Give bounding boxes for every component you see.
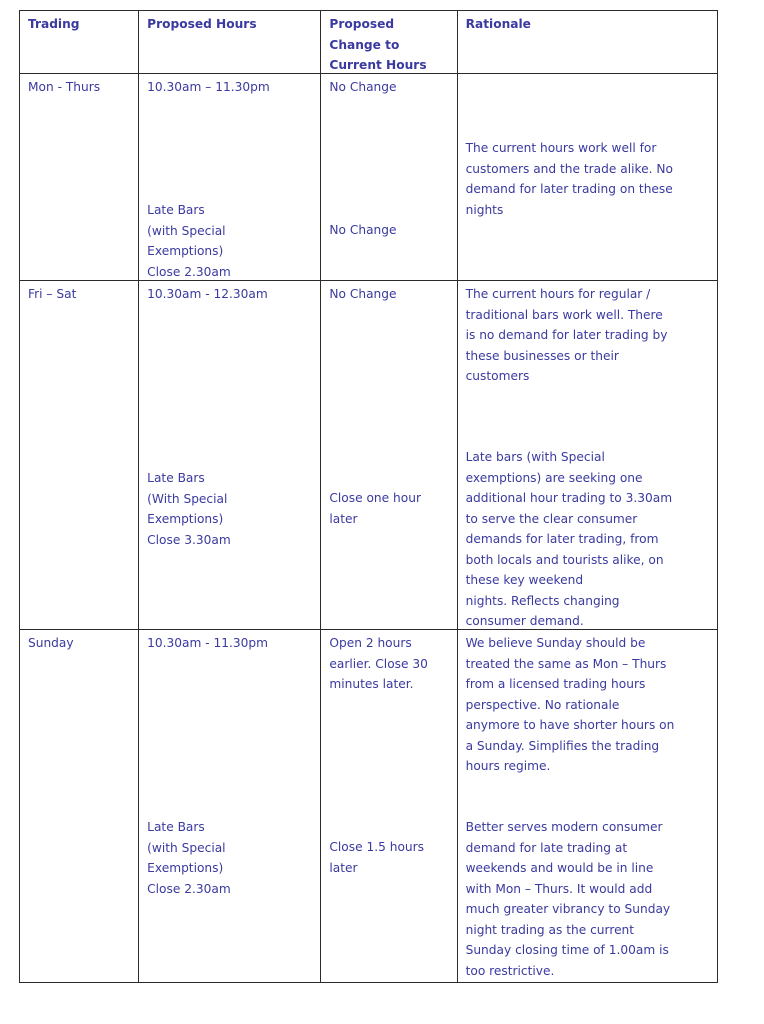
rationale-regular: The current hours work well for customers and the trade alike. No demand for later trading on these nights	[465, 141, 673, 217]
header-proposed-change-text: Proposed Change to Current Hours	[329, 17, 427, 72]
hours-regular: 10.30am - 12.30am	[147, 287, 268, 301]
row-day: Mon - Thurs	[28, 80, 101, 94]
hours-late: Late Bars (with Special Exemptions) Close 2.30am	[147, 820, 231, 896]
row-day: Fri – Sat	[28, 287, 77, 301]
header-trading-text: Trading	[28, 17, 80, 31]
table-row	[20, 630, 718, 983]
hours-late: Late Bars (with Special Exemptions) Close 2.30am	[147, 203, 231, 279]
table-row	[20, 281, 718, 630]
row-day-cell	[20, 74, 139, 281]
trading-hours-document	[19, 10, 718, 983]
header-proposed-change	[321, 11, 457, 74]
header-proposed-hours-text: Proposed Hours	[147, 17, 257, 31]
change-late: Close 1.5 hours later	[329, 840, 425, 875]
table-header-row	[20, 11, 718, 74]
row-hours-cell	[139, 281, 321, 630]
change-late: Close one hour later	[329, 491, 421, 526]
row-hours-cell	[139, 74, 321, 281]
row-rationale-cell	[457, 74, 717, 281]
change-late: No Change	[329, 223, 397, 237]
row-hours-cell	[139, 630, 321, 983]
hours-late: Late Bars (With Special Exemptions) Close 3.30am	[147, 471, 231, 547]
row-rationale-cell	[457, 630, 717, 983]
header-rationale	[457, 11, 717, 74]
row-change-cell	[321, 74, 457, 281]
row-day: Sunday	[28, 636, 74, 650]
row-day-cell	[20, 630, 139, 983]
header-proposed-hours	[139, 11, 321, 74]
trading-hours-table	[19, 10, 718, 983]
change-regular: Open 2 hours earlier. Close 30 minutes later.	[329, 636, 428, 691]
row-day-cell	[20, 281, 139, 630]
row-change-cell	[321, 630, 457, 983]
rationale-late: Late bars (with Special exemptions) are seeking one additional hour trading to 3.30am to serve the clear consumer demands for later trading, from both locals and tourists alike, on these key weekend nights. Reflects changing consumer demand.	[465, 450, 673, 628]
change-regular: No Change	[329, 287, 397, 301]
row-rationale-cell	[457, 281, 717, 630]
hours-regular: 10.30am - 11.30pm	[147, 636, 269, 650]
table-row	[20, 74, 718, 281]
header-trading	[20, 11, 139, 74]
rationale-late: Better serves modern consumer demand for late trading at weekends and would be in line with Mon – Thurs. It would add much greater vibrancy to Sunday night trading as the current Sunday closing time of 1.00am is too restrictive.	[465, 820, 671, 978]
header-rationale-text: Rationale	[465, 17, 531, 31]
row-change-cell	[321, 281, 457, 630]
change-regular: No Change	[329, 80, 397, 94]
rationale-regular: The current hours for regular / traditional bars work well. There is no demand for later trading by these businesses or their customers	[465, 287, 668, 383]
hours-regular: 10.30am – 11.30pm	[147, 80, 270, 94]
rationale-regular: We believe Sunday should be treated the same as Mon – Thurs from a licensed trading hours perspective. No rationale anymore to have shorter hours on a Sunday. Simplifies the trading hours regime.	[465, 636, 675, 773]
